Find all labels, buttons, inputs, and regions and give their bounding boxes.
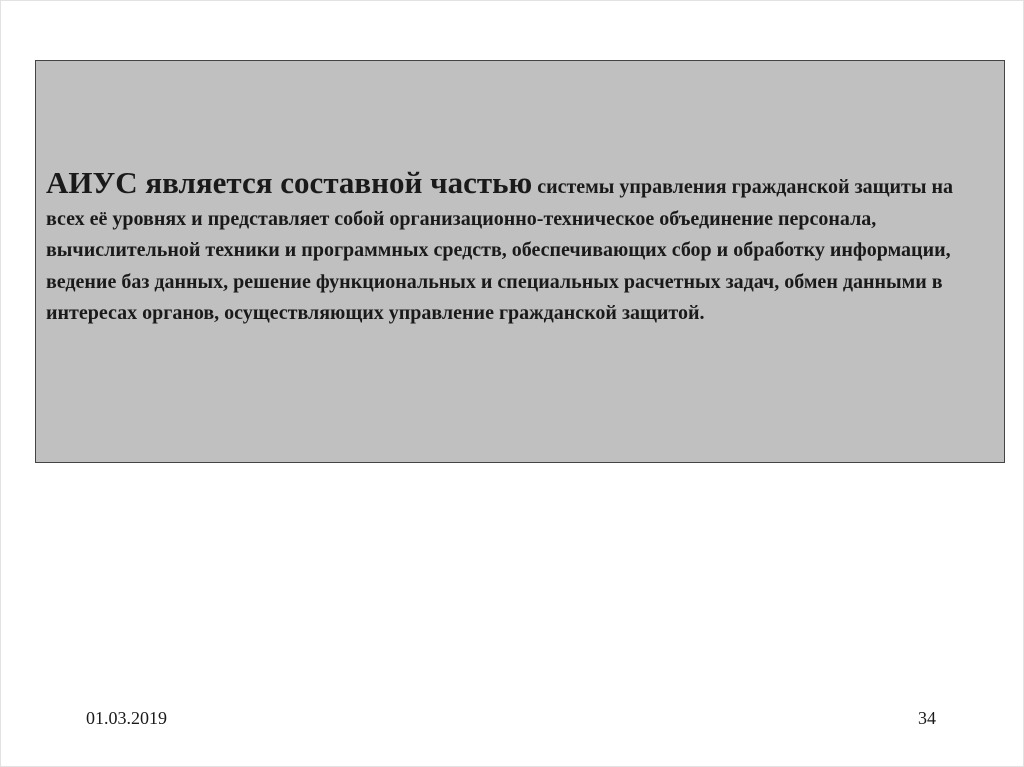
- content-text-box: [35, 60, 1005, 463]
- lead-phrase: АИУС является составной частью: [46, 165, 533, 200]
- page-number: 34: [918, 708, 936, 728]
- body-phrase: системы управления гражданской защиты на всех её уровнях и представляет собой организационно-техническое объединение персонала, вычислительной техники и программных средств, обеспечивающих сбор и обработку информации, ведение баз данных, решение функциональных и специальных расчетных задач, обмен данными в интересах органов, осуществляющих управление гражданской защитой.: [46, 176, 953, 324]
- slide-body-text: [46, 167, 996, 330]
- footer-date: 01.03.2019: [86, 708, 167, 728]
